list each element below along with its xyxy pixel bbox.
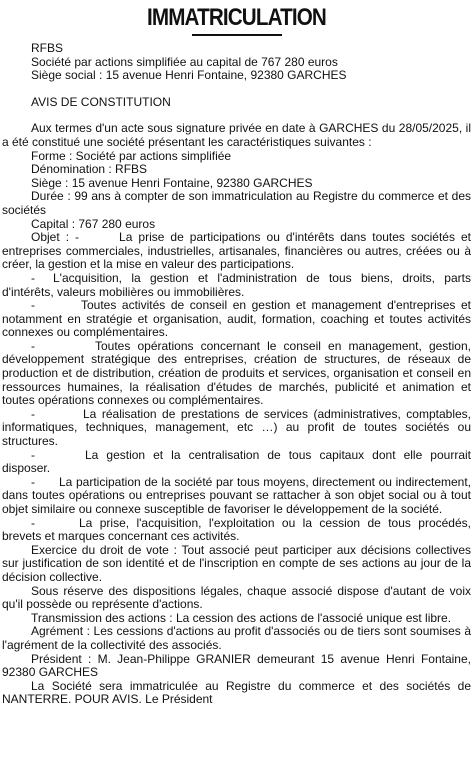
transmission-paragraph: Transmission des actions : La cession des actions de l'associé unique est libre. bbox=[31, 610, 452, 625]
notice-body bbox=[2, 42, 471, 707]
page-title: IMMATRICULATION bbox=[147, 4, 326, 31]
objet-item-text: L'acquisition, la gestion et l'administration de tous biens, droits, parts d'intérêts, valeurs mobilières ou immobilières. bbox=[2, 270, 471, 299]
objet-item-text: Toutes activités de conseil en gestion et management d'entreprises et notamment en stratégie et organisation, audit, formation, coaching et toutes activités connexes ou complémentaires. bbox=[2, 298, 471, 340]
objet-item-3 bbox=[2, 299, 471, 340]
item-dash: - bbox=[31, 270, 35, 285]
item-dash: - bbox=[31, 338, 35, 353]
agrement-paragraph: Agrément : Les cessions d'actions au profit d'associés ou de tiers sont soumises à l'agrément de la collectivité des associés. bbox=[2, 624, 471, 652]
spacer bbox=[2, 83, 471, 96]
objet-item-text: La prise, l'acquisition, l'exploitation ou la cession de tous procédés, brevets et marques concernant ces activités. bbox=[2, 515, 471, 544]
intro-paragraph: Aux termes d'un acte sous signature privée en date à GARCHES du 28/05/2025, il a été constitué une société présentant les caractéristiques suivantes : bbox=[2, 121, 471, 149]
company-name: RFBS bbox=[31, 41, 64, 55]
objet-item-4 bbox=[2, 340, 471, 408]
denomination-line: Dénomination : RFBS bbox=[31, 162, 148, 177]
siege-line: Siège : 15 avenue Henri Fontaine, 92380 GARCHES bbox=[31, 175, 313, 190]
objet-label: Objet : - bbox=[31, 230, 80, 245]
objet-item-text: Toutes opérations concernant le conseil en management, gestion, développement stratégique des entreprises, création de structures, de réseaux de production et de distribution, création de produits et services, organisation et conseil en ressources humaines, la réalisation d'études de marchés, publicité et animation et toutes opérations connexes ou complémentaires. bbox=[2, 338, 471, 408]
title-underline bbox=[192, 34, 282, 36]
objet-item-1 bbox=[2, 231, 471, 272]
objet-item-text: La prise de participations ou d'intérêts dans toutes sociétés et entreprises commerciales, industrielles, artisanales, financières ou autres, créées ou à créer, la gestion et la mise en valeur des participations. bbox=[2, 230, 471, 272]
company-capital-line: Société par actions simplifiée au capital de 767 280 euros bbox=[31, 54, 338, 69]
company-seat-line: Siège social : 15 avenue Henri Fontaine, 92380 GARCHES bbox=[31, 68, 347, 83]
closing-paragraph: La Société sera immatriculée au Registre du commerce et des sociétés de NANTERRE. POUR AVIS. Le Président bbox=[2, 678, 471, 707]
objet-item-text: La participation de la société par tous moyens, directement ou indirectement, dans toutes opérations ou entreprises pouvant se rattacher à son objet social ou à tout objet similaire ou connexe susceptible de favoriser le développement de la société. bbox=[2, 474, 471, 516]
objet-item-text: La réalisation de prestations de services (administratives, comptables, informatiques, techniques, management, etc …) au profit de toutes sociétés ou structures. bbox=[2, 406, 471, 449]
objet-item-text: La gestion et la centralisation de tous capitaux dont elle pourrait disposer. bbox=[2, 447, 471, 476]
capital-line: Capital : 767 280 euros bbox=[31, 216, 156, 231]
item-dash: - bbox=[31, 515, 35, 530]
forme-line: Forme : Société par actions simplifiée bbox=[31, 148, 232, 163]
president-paragraph: Président : M. Jean-Philippe GRANIER demeurant 15 avenue Henri Fontaine, 92380 GARCHES bbox=[2, 651, 471, 680]
objet-item-7 bbox=[2, 476, 471, 517]
duree-line: Durée : 99 ans à compter de son immatriculation au Registre du commerce et des sociétés bbox=[2, 189, 471, 217]
item-dash: - bbox=[31, 447, 35, 462]
objet-item-6 bbox=[2, 449, 471, 476]
notice-title: AVIS DE CONSTITUTION bbox=[31, 94, 171, 109]
item-dash: - bbox=[31, 474, 35, 489]
objet-item-8 bbox=[2, 517, 471, 544]
vote-paragraph: Exercice du droit de vote : Tout associé peut participer aux décisions collectives sur justification de son identité et de l'inscription en compte de ses actions au jour de la décision collective. bbox=[2, 542, 471, 584]
item-dash: - bbox=[31, 406, 35, 421]
objet-item-5 bbox=[2, 408, 471, 449]
reserve-paragraph: Sous réserve des dispositions légales, chaque associé dispose d'autant de voix qu'il possède ou représente d'actions. bbox=[2, 583, 471, 612]
objet-item-2 bbox=[2, 272, 471, 299]
item-dash: - bbox=[31, 298, 35, 313]
